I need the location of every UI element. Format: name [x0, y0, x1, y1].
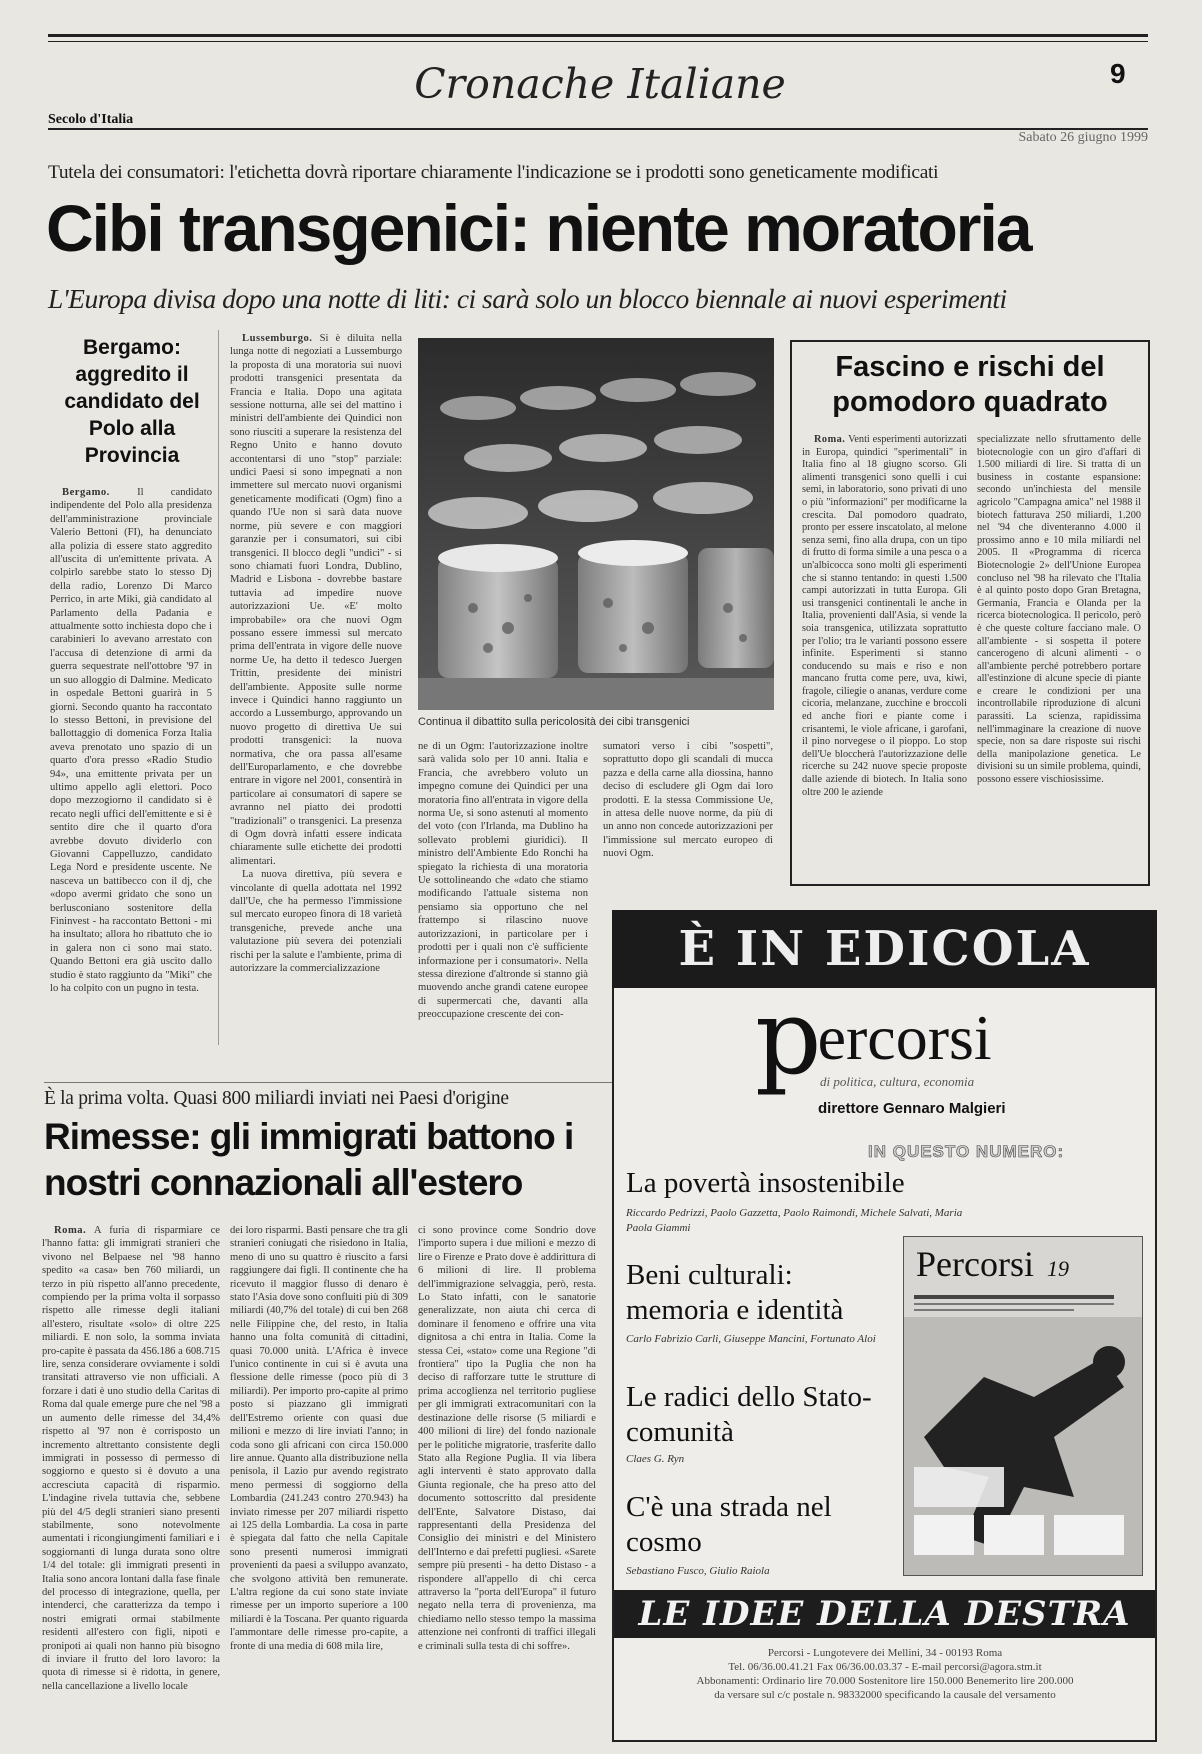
- sidebar-divider: [218, 330, 219, 1045]
- bottom-body-col1: Roma. A furia di risparmiare ce l'hanno fatta: gli immigrati stranieri che vivono nel Belpaese nel '98 hanno spedito «a casa» ben 760 miliardi, un terzo in più rispetto all'anno precedente, compiendo per la prima volta il sorpasso rispetto alle rimesse degli italiani all'estero, risultate «solo» di oltre 225 miliardi. E non solo, la somma inviata pro-capite è passata da 456.186 a 608.715 lire, senza considerare ovviamente i soldi transitati attraverso vie non ufficiali. A forzare i dati è uno studio della Caritas di Roma dal quale emerge pure che nel '98 a un aumento delle rimesse del 34,4% rispetto al '97 non è corrisposto un incremento altrettanto consistente degli immigrati in possesso di permesso di soggiorno e questo si è dovuto a una accresciuta capacità di risparmio. L'indagine rivela tuttavia che, sebbene più del 4/5 degli stranieri siano presenti stabilmente, sono notevolmente aumentati i ricongiungimenti familiari e i soggiornanti di lunga durata sono oltre 1/4 del totale: gli immigrati presenti in Italia sono ancora lontani dalla fase finale del processo di integrazione, quella, per intenderci, che caratterizza da tempo i nostri emigrati ormai stabilmente residenti all'estero con figli, nipoti e pronipoti ai quali non hanno più bisogno di inviare il frutto del loro lavoro: la quota di rimesse si è ridotta, in genere, nella cancellazione a livello locale: [42, 1225, 220, 1692]
- newspaper-name: Secolo d'Italia: [48, 112, 134, 127]
- photo-caption: Continua il dibattito sulla pericolosità dei cibi transgenici: [418, 716, 690, 728]
- bottom-body-col3: ci sono province come Sondrio dove l'importo supera i due milioni e mezzo di lire o Firenze e Prato dove è addirittura di 6 milioni di lire. Il problema dell'immigrazione selvaggia, però, resta. Lo Stato infatti, con le sanatorie generalizzate, non aiuta chi cerca di dominare il fenomeno e offrire una vita dignitosa a chi entra in Italia. Come la stessa Cei, «stato» come una Regione "di frontiera" tipo la Puglia che non ha deciso di rafforzare tutte le strutture di prima accoglienza nel territorio pugliese per gli immigrati extracomunitari con la destinazione delle risorse (5 miliardi e 400 milioni di lire) del fondo nazionale per le politiche migratorie, trasferite dallo Stato alla Regione Puglia. Il via libera agli interventi è stato approvato dalla Giunta regionale, che ha preso atto del documento sottoscritto dal presidente dell'Ente, Salvatore Distaso, dai rappresentanti della Presidenza del Consiglio dei ministri e del Ministero dell'Interno e dai prefetti pugliesi. «Sarete sempre più presenti - ha detto Distaso - a rispondere all'appello di chi cerca attraverso la "porta dell'Europa" il futuro negato nella terra di provenienza, ma chiediamo nello stesso tempo la massima attenzione nei confronti di traffici illegali e criminali sulla testa di chi soffre».: [418, 1225, 596, 1652]
- ad-subscriptions: Abbonamenti: Ordinario lire 70.000 Sostenitore lire 150.000 Benemerito lire 200.000: [696, 1675, 1074, 1687]
- ad-item-authors: Sebastiano Fusco, Giulio Raiola: [626, 1565, 770, 1577]
- ad-item-authors: Riccardo Pedrizzi, Paolo Gazzetta, Paolo Raimondi, Michele Salvati, Maria Paola Giammi: [626, 1207, 963, 1234]
- box-body-col1: Roma. Venti esperimenti autorizzati in Europa, quindici "sperimentali" in Italia fino al 18 giugno scorso. Gli alimenti transgenici sono quelli i cui semi, in laboratorio, sono privati di uno o più "informazioni" per modificarne la crescita. Dal pomodoro quadrato, pronto per essere inscatolato, al melone senza semi, fino alla drupa, con un tipo di frutto di forma simile a una pesca o a un'albicocca sono molti gli esperimenti che si stanno tentando: in questi 1.500 campi autorizzati in tutta Europa. Gli usi transgenici continentali le anche in Italia, provenienti dall'Asia, si vende la soia transgenica, utilizzata soprattutto per l'olio; tra le varianti possono essere infinite. Esperimenti si stanno conducendo su mais e riso e non mancano frutta come pere, uva, kiwi, fragole, ciliegie o ananas, verdure come cicoria, melanzane, zucchine e broccoli ed anche fiori e piante come i crisantemi, le viole africane, i garofani, il pino norvegese o il pioppo. Lo stop dell'Ue bloccherà l'autorizzazione delle ricerche su 242 nuove specie proposte dalle aziende di biotech. In Italia sono oltre 200 le aziende: [802, 434, 967, 798]
- bottom-kicker: È la prima volta. Quasi 800 miliardi inviati nei Paesi d'origine: [44, 1088, 509, 1109]
- ad-item: [626, 1166, 966, 1236]
- box-body-col2: specializzate nello sfruttamento delle biotecnologie con un giro d'affari di 1.500 miliardi di lire. Si tratta di un business in costante espansione: secondo un'inchiesta del mensile agricolo "Campagna amica" nel 1988 il biotech fatturava 250 miliardi, 1.200 nel '94 che diventeranno 4.000 il prossimo anno e 10 mila miliardi nel 2005. Il «Programma di ricerca Biotecnologie 2» dell'Unione Europea concluso nel '98 ha rilevato che l'Italia è al quinto posto dopo Gran Bretagna, Germania, Francia e Olanda per la ricerca biotecnologica. Il pericolo, però è che queste colture facciano male. O all'ambiente - si sospetta il potere cancerogeno di alcuni alimenti - o all'ambiente perché potrebbero portare all'estinzione di alcune specie di piante e creare le condizioni per una incontrollabile riproduzione di alcuni parassiti. La scienza, rapidissima nell'immaginare la creazione di nuove specie, non sa dare risposte sui rischi della manipolazione genetica. Le divisioni su un simile problema, quindi, possono essere vischiosissime.: [977, 434, 1141, 786]
- ad-item-title: Le radici dello Stato-comunità: [626, 1381, 872, 1448]
- ad-item-title: La povertà insostenibile: [626, 1167, 905, 1199]
- ad-in-issue: IN QUESTO NUMERO:: [868, 1142, 1065, 1161]
- lead-body-col2: ne di un Ogm: l'autorizzazione inoltre sarà valida solo per 10 anni. Italia e Francia, che avrebbero voluto un impegno comune dei Quindici per una moratoria fino all'entrata in vigore della norma Ue, si sono astenuti al momento del voto (con l'Irlanda, ma Dublino ha sollevato problemi giuridici). Il ministro dell'Ambiente Edo Ronchi ha spiegato la richiesta di una moratoria Ue sottolineando che «dato che stiamo modificando l'attuale sistema non pensiamo sia opportuno che nel frattempo si rilascino nuove autorizzazioni, in particolare per i prodotti per i quali non c'è sufficiente informazione per i consumatori». Nella stessa direzione d'altronde si stanno già muovendo anche grandi catene europee di supermercati che, davanti alla preoccupazione crescente dei con-: [418, 741, 588, 1021]
- lead-subhead: L'Europa divisa dopo una notte di liti: ci sarà solo un blocco biennale ai nuovi esperimenti: [48, 283, 1007, 314]
- sidebar-headline: Bergamo: aggredito il candidato del Polo alla Provincia: [64, 336, 200, 467]
- lead-headline: Cibi transgenici: niente moratoria: [46, 191, 1031, 265]
- cover-issue-number: 19: [1046, 1256, 1069, 1281]
- ad-item-title: C'è una strada nel cosmo: [626, 1491, 832, 1558]
- ad-address: Percorsi - Lungotevere dei Mellini, 34 - 00193 Roma: [767, 1647, 1003, 1659]
- issue-date: Sabato 26 giugno 1999: [1018, 130, 1148, 145]
- page-number: 9: [1110, 58, 1126, 89]
- lead-body-col1: Lussemburgo. Si è diluita nella lunga notte di negoziati a Lussemburgo la proposta di una moratoria sui nuovi prodotti transgenici presentata da Francia e Italia. Dopo una agitata sessione notturna, alle sei del mattino i ministri dell'ambiente dei Quindici non sono riusciti a superare la resistenza del Regno Unito e hanno dovuto accontentarsi di uno "stop" parziale: undici Paesi si sono impegnati a non immettere sul mercato nuovi organismi geneticamente modificati (Ogm) fino a quando l'Ue non si sarà data nuove norme, più severe e con maggiori garanzie per i consumatori, sui cibi transgenici. Il blocco degli "undici" - si sono chiamati fuori Londra, Dublino, Madrid e Lisbona - dovrebbe bastare tuttavia ad impedire nuove autorizzazioni Ue. «E' molto improbabile» ora che nuovi Ogm possano essere immessi sul mercato prima dell'entrata in vigore delle nuove norme Ue, ha detto il tedesco Juergen Trittin, presidente dei ministri dell'ambiente. Apposite sulle norme invece i Quindici hanno raggiunto un accordo a Lussemburgo, approvando un nuovo progetto di direttiva Ue sui prodotti transgenici: la nuova normativa, che ora passa all'esame dell'Europarlamento, e che dovrebbe entrare in vigore nel 2001, consentirà in particolare ai consumatori di sapere se avranno nel piatto dei prodotti "tradizionali" o transgenici. La presenza di Ogm dovrà infatti essere indicata chiaramente sulle etichette dei prodotti alimentari. La nuova direttiva, più severa e vincolante di quella adottata nel 1992 dall'Ue, che ha permesso l'immissione sul mercato europeo finora di 18 varietà transgeniche, prevede anche una valutazione più severa dei potenziali rischi per la salute e l'ambiente, prima di autorizzare la commercializzazione: [230, 333, 402, 975]
- ad-director: direttore Gennaro Malgieri: [818, 1100, 1006, 1117]
- cover-logo: Percorsi 19: [916, 1244, 1069, 1284]
- jars-photo-illustration: [418, 338, 774, 710]
- bottom-article-rule: [44, 1082, 622, 1083]
- ad-item-title: Beni culturali: memoria e identità: [626, 1259, 844, 1326]
- ad-item: [626, 1490, 886, 1579]
- ad-contact: [616, 1646, 1154, 1702]
- ad-footer-banner: LE IDEE DELLA DESTRA: [614, 1590, 1155, 1638]
- section-title: Cronache Italiane: [414, 60, 786, 108]
- lead-photo: [418, 338, 774, 710]
- ad-item-authors: Carlo Fabrizio Carli, Giuseppe Mancini, Fortunato Aloi: [626, 1333, 876, 1345]
- ad-payment: da versare sul c/c postale n. 98332000 specificando la causale del versamento: [714, 1689, 1056, 1701]
- sidebar-body: Bergamo. Il candidato indipendente del Polo alla presidenza dell'amministrazione provinciale Valerio Bettoni (FI), ha denunciato alla polizia di essere stato aggredito all'uscita di un'emittente privata. A colpirlo sarebbe stato lo stesso Dj della radio, Lorenzo Di Marco Perrico, in arte Miki, già candidato al Parlamento della Padania e attualmente sotto inchiesta dopo che i carabinieri lo avevano arrestato con l'accusa di detenzione di armi da guerra sequestrate nell'ottobre '97 in un suo alloggio di Dalmine. Medicato in ospedale Bettoni guarirà in 5 giorni. Secondo quanto ha raccontato lo stesso Bettoni, in previsione del ballottaggio di domenica Forza Italia aveva prenotato uno spazio di un quarto d'ora presso «Radio Studio 94», una emittente privata per un ultimo appello agli elettori. Poco dopo mezzogiorno il candidato si è recato negli uffici dell'emittente e si è sentito dire che il quarto d'ora avrebbe dovuto dividerlo con Giovanni Cappelluzzo, candidato Lega Nord e presidente uscente. Ne nasceva un battibecco con il dj, che «dopo avermi gridato che sono un berlusconiano sostenitore della Fininvest - ha raccontato Bettoni - mi ha insultato; allora ho ribattuto che io in galera non ci sono mai stato. Quando Bettoni era già uscito dallo studio è stato raggiunto da "Miki" che lo ha colpito con un pugno in testa.: [50, 487, 212, 995]
- top-rule: [48, 34, 1148, 37]
- box-headline: Fascino e rischi del pomodoro quadrato: [832, 351, 1108, 418]
- ad-tagline: di politica, cultura, economia: [820, 1074, 975, 1089]
- bottom-body-col2: dei loro risparmi. Basti pensare che tra gli stranieri coniugati che risiedono in Italia, meno di uno su quattro è riuscito a farsi raggiungere dai figli. Il continente che ha ricevuto il maggior flusso di denaro è stato l'Asia dove sono confluiti più di 309 miliardi (40,7% del totale) di cui ben 268 nelle Filippine che, del resto, in Italia hanno una folta comunità di cittadini, quasi 70.000 unità. L'Africa è invece l'unico continente in cui si è avuta una flessione delle rimesse (poco più di 3 miliardi). Per importo pro-capite al primo posto si piazzano gli immigrati dell'Estremo oriente con quasi due milioni e mezzo di lire inviati l'anno; in coda sono gli africani con circa 150.000 lire annue. Quanto alla distribuzione nella penisola, il Lazio pur avendo registrato meno permessi di soggiorno della Lombardia (241.243 contro 270.943) ha inviato rimesse per 207 miliardi rispetto ai 125 della Lombardia. La cosa in parte è spiegata dal fatto che nella Capitale sono presenti numerosi immigrati provenienti da paesi a sviluppo avanzato, che svolgono attività ben remunerate. L'altra regione da cui sono state inviate rimesse per un importo superiore a 100 miliardi è la Toscana. Per quanto riguarda l'ammontare delle rimesse pro-capite, a fronte di una media di 608 mila lire,: [230, 1225, 408, 1652]
- magazine-cover: [903, 1236, 1143, 1576]
- bottom-headline: Rimesse: gli immigrati battono i nostri connazionali all'estero: [44, 1116, 574, 1203]
- ad-item-authors: Claes G. Ryn: [626, 1453, 685, 1465]
- logo-rest: ercorsi: [817, 1002, 992, 1073]
- ad-banner: È IN EDICOLA: [612, 910, 1157, 988]
- top-rule-thin: [48, 41, 1148, 42]
- ad-item: [626, 1258, 896, 1347]
- ad-item: [626, 1380, 886, 1467]
- lead-body-col3: sumatori verso i cibi "sospetti", soprattutto dopo gli scandali di mucca pazza e della carne alla diossina, hanno deciso di escludere gli Ogm dai loro prodotti. E la stessa Commissione Ue, in attesa delle nuove norme, da più di un anno non concede autorizzazioni per l'immissione sul mercato europeo di nuovi Ogm.: [603, 741, 773, 860]
- cover-athlete-silhouette: [904, 1317, 1142, 1576]
- lead-kicker: Tutela dei consumatori: l'etichetta dovrà riportare chiaramente l'indicazione se i prodotti sono geneticamente modificati: [48, 162, 939, 183]
- percorsi-logo: [755, 976, 1075, 1098]
- logo-p-glyph: p: [755, 976, 822, 1098]
- ad-phone: Tel. 06/36.00.41.21 Fax 06/36.00.03.37 - E-mail percorsi@agora.stm.it: [728, 1661, 1042, 1673]
